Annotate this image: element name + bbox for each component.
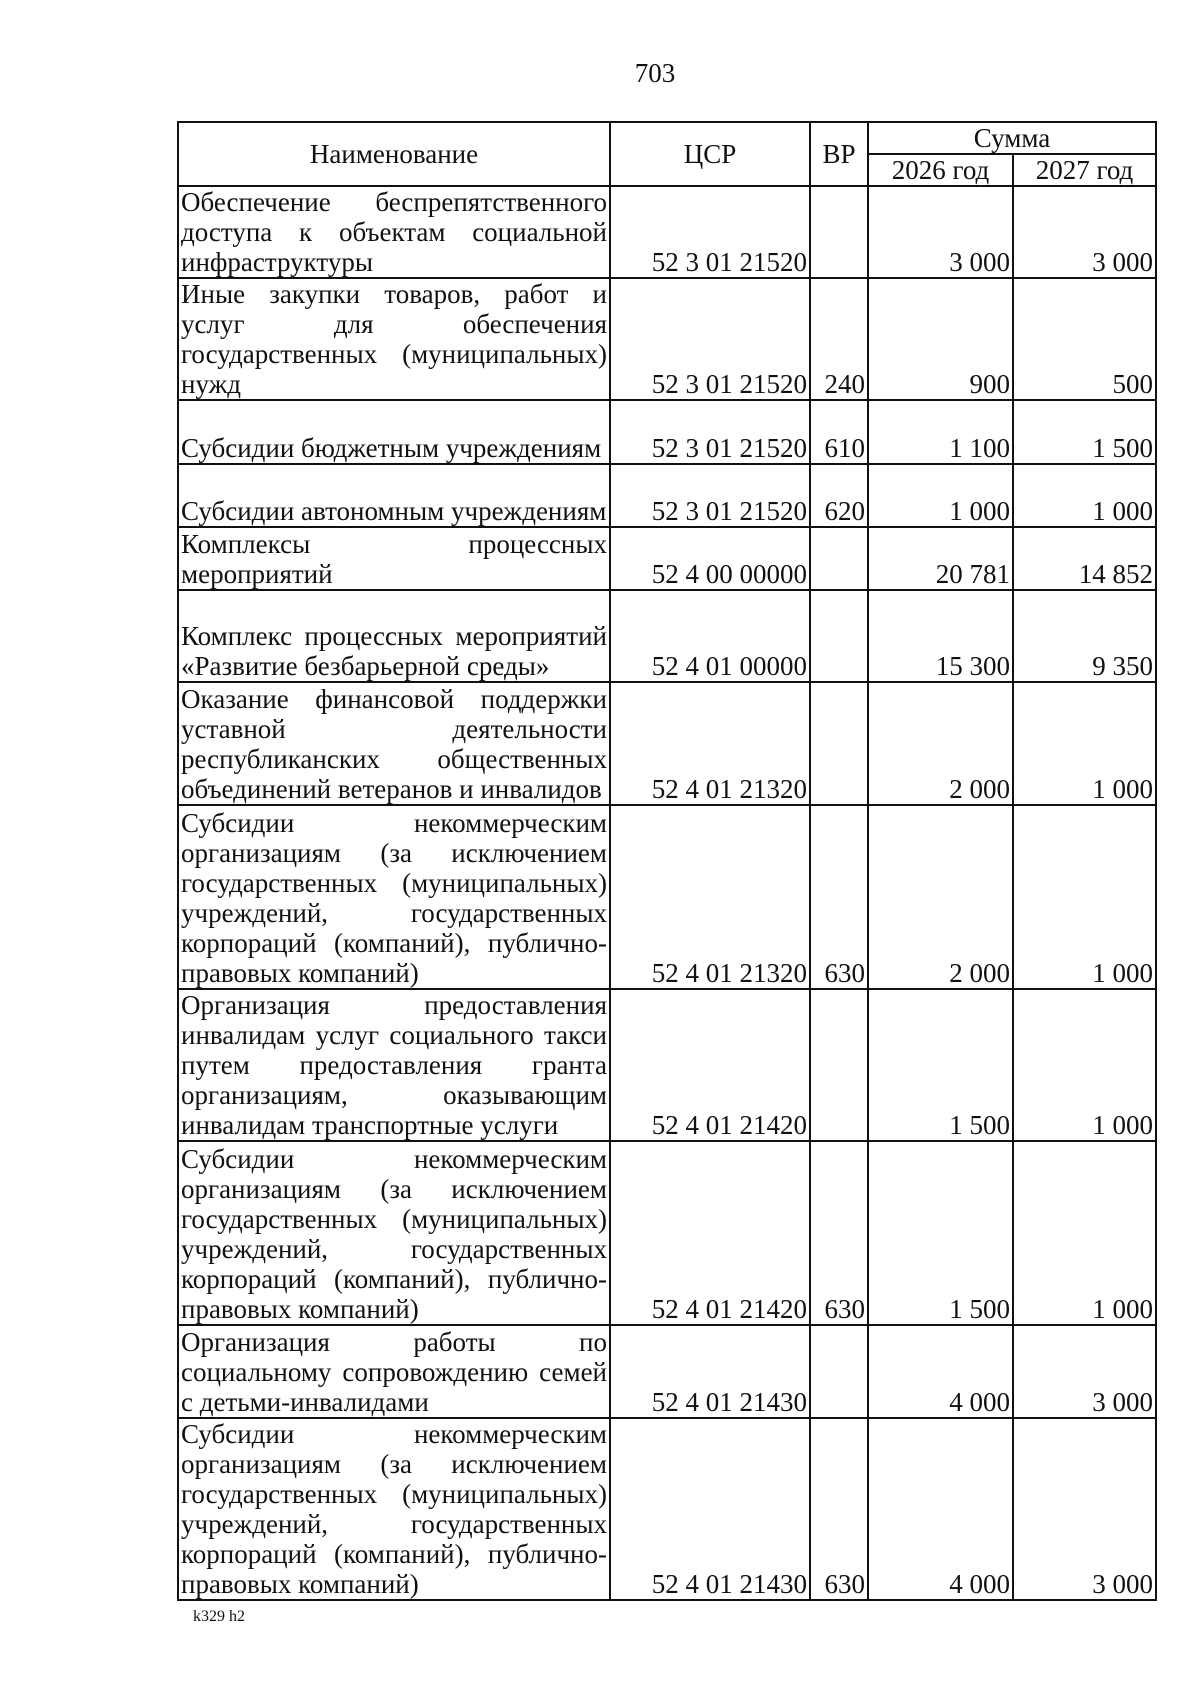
row-2026: 900: [868, 278, 1013, 400]
row-name: Обеспечение беспрепятственного доступа к объектам социальной инфраструктуры: [178, 186, 610, 278]
row-name: Оказание финансовой поддержки уставной деятельности республиканских общественных объединений ветеранов и инвалидов: [178, 682, 610, 805]
row-vr: [810, 590, 868, 682]
table-row: [178, 1325, 1156, 1418]
row-csr: 52 3 01 21520: [610, 278, 810, 400]
row-csr: 52 4 01 00000: [610, 590, 810, 682]
table-row: [178, 1141, 1156, 1325]
row-name: Субсидии бюджетным учреждениям: [178, 400, 610, 464]
row-csr: 52 3 01 21520: [610, 464, 810, 527]
row-vr: 240: [810, 278, 868, 400]
row-name: Субсидии некоммерческим организациям (за исключением государственных (муниципальных) учреждений, государственных корпораций (компаний), публично-правовых компаний): [178, 1418, 610, 1600]
row-vr: [810, 1325, 868, 1418]
row-csr: 52 4 01 21420: [610, 1141, 810, 1325]
header-year-2026: 2026 год: [868, 154, 1013, 186]
row-name: Субсидии некоммерческим организациям (за исключением государственных (муниципальных) учреждений, государственных корпораций (компаний), публично-правовых компаний): [178, 805, 610, 989]
header-row: [178, 122, 1156, 154]
row-2026: 1 000: [868, 464, 1013, 527]
table-row: [178, 400, 1156, 464]
row-2026: 4 000: [868, 1418, 1013, 1600]
header-year-2027: 2027 год: [1013, 154, 1156, 186]
row-2027: 3 000: [1013, 186, 1156, 278]
page-number: 703: [634, 58, 676, 88]
row-2027: 1 000: [1013, 682, 1156, 805]
header-sum: Сумма: [868, 122, 1156, 154]
table-row: [178, 1418, 1156, 1600]
row-2027: 9 350: [1013, 590, 1156, 682]
row-name: Иные закупки товаров, работ и услуг для обеспечения государственных (муниципальных) нужд: [178, 278, 610, 400]
table-row: [178, 805, 1156, 989]
table-row: [178, 590, 1156, 682]
row-vr: 630: [810, 805, 868, 989]
row-2027: 3 000: [1013, 1325, 1156, 1418]
row-2027: 1 000: [1013, 464, 1156, 527]
row-2027: 1 000: [1013, 989, 1156, 1141]
row-2026: 1 100: [868, 400, 1013, 464]
row-csr: 52 4 00 00000: [610, 527, 810, 590]
row-2026: 4 000: [868, 1325, 1013, 1418]
table-row: [178, 464, 1156, 527]
row-csr: 52 4 01 21430: [610, 1418, 810, 1600]
row-2026: 1 500: [868, 1141, 1013, 1325]
row-name: Организация предоставления инвалидам услуг социального такси путем предоставления гранта организациям, оказывающим инвалидам транспортные услуги: [178, 989, 610, 1141]
row-csr: 52 4 01 21420: [610, 989, 810, 1141]
row-2027: 1 000: [1013, 1141, 1156, 1325]
row-name: Субсидии автономным учреждениям: [178, 464, 610, 527]
row-2026: 15 300: [868, 590, 1013, 682]
table-row: [178, 278, 1156, 400]
row-2026: 1 500: [868, 989, 1013, 1141]
row-name: Субсидии некоммерческим организациям (за исключением государственных (муниципальных) учреждений, государственных корпораций (компаний), публично-правовых компаний): [178, 1141, 610, 1325]
row-2026: 2 000: [868, 682, 1013, 805]
row-name: Организация работы по социальному сопровождению семей с детьми-инвалидами: [178, 1325, 610, 1418]
row-csr: 52 3 01 21520: [610, 186, 810, 278]
row-vr: 630: [810, 1141, 868, 1325]
row-vr: 630: [810, 1418, 868, 1600]
row-csr: 52 4 01 21430: [610, 1325, 810, 1418]
footer-code: k329 h2: [193, 1608, 245, 1625]
row-2027: 3 000: [1013, 1418, 1156, 1600]
row-2026: 3 000: [868, 186, 1013, 278]
row-2027: 1 500: [1013, 400, 1156, 464]
row-csr: 52 3 01 21520: [610, 400, 810, 464]
row-vr: 610: [810, 400, 868, 464]
row-2027: 14 852: [1013, 527, 1156, 590]
row-vr: [810, 186, 868, 278]
row-name: Комплексы процессных мероприятий: [178, 527, 610, 590]
header-name: Наименование: [178, 122, 610, 186]
header-vr: ВР: [810, 122, 868, 186]
row-2026: 2 000: [868, 805, 1013, 989]
table-row: [178, 527, 1156, 590]
table-row: [178, 989, 1156, 1141]
row-vr: [810, 682, 868, 805]
row-csr: 52 4 01 21320: [610, 805, 810, 989]
header-csr: ЦСР: [610, 122, 810, 186]
row-vr: 620: [810, 464, 868, 527]
row-vr: [810, 989, 868, 1141]
row-2026: 20 781: [868, 527, 1013, 590]
row-csr: 52 4 01 21320: [610, 682, 810, 805]
table-row: [178, 186, 1156, 278]
table-row: [178, 682, 1156, 805]
row-name: Комплекс процессных мероприятий «Развитие безбарьерной среды»: [178, 590, 610, 682]
row-vr: [810, 527, 868, 590]
budget-table: [177, 121, 1157, 1601]
row-2027: 1 000: [1013, 805, 1156, 989]
row-2027: 500: [1013, 278, 1156, 400]
